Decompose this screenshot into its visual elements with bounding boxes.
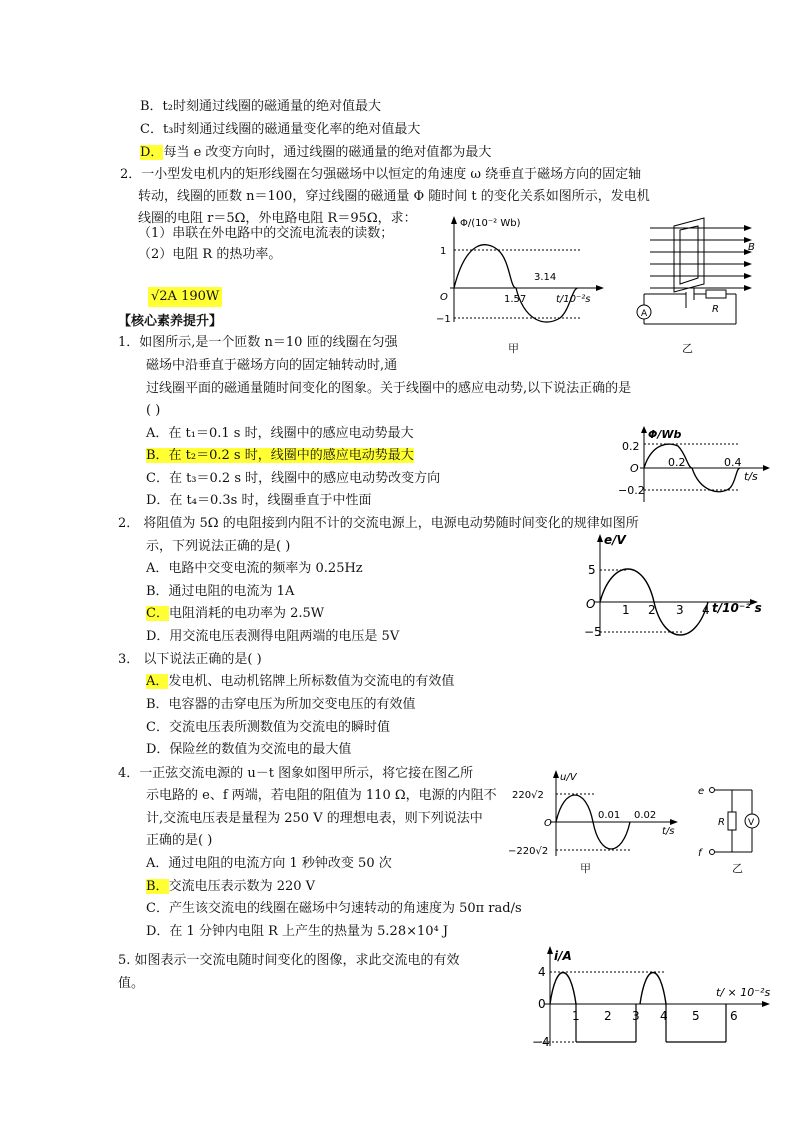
circuit-e-label: e xyxy=(698,786,705,797)
p5-graph-tick-1: 1 xyxy=(572,1009,580,1023)
p1-graph-xlabel: t/s xyxy=(744,470,758,483)
p2-option-c-text: 电阻消耗的电功率为 2.5W xyxy=(168,606,325,621)
p3-option-d: D．保险丝的数值为交流电的最大值 xyxy=(146,742,352,757)
p4-graph-x2: 0.02 xyxy=(634,810,657,821)
p2-graph-tick-4: 4 xyxy=(702,603,710,617)
q2-line-3: 线圈的电阻 r＝5Ω，外电路电阻 R＝95Ω，求： xyxy=(138,211,417,226)
fig2-r-label: R xyxy=(712,304,719,315)
p1-graph-x1: 0.2 xyxy=(668,456,686,469)
p4-circuit xyxy=(692,782,772,862)
fig2-b-label: B xyxy=(748,242,755,253)
q2-answer: √2A 190W xyxy=(148,287,222,307)
p4-line-2: 示电路的 e、f 两端，若电阻的阻值为 110 Ω，电源的内阻不 xyxy=(146,788,497,803)
p4-line-4: 正确的是( ) xyxy=(146,833,213,848)
p5-graph-ylabel: i/A xyxy=(554,949,572,963)
p2-graph-origin: O xyxy=(586,597,596,611)
p3-option-a xyxy=(146,673,454,691)
option-c: C．t₃时刻通过线圈的磁通量变化率的绝对值最大 xyxy=(140,122,421,137)
p2-option-d: D．用交流电压表测得电阻两端的电压是 5V xyxy=(146,629,400,644)
p2-line-2: 示，下列说法正确的是( ) xyxy=(146,539,291,554)
circuit-voltmeter-label: V xyxy=(748,818,755,828)
q2-flux-graph xyxy=(420,210,620,340)
q2-graph-x1: 1.57 xyxy=(504,294,527,305)
p1-line-3: 过线圈平面的磁通量随时间变化的图象。关于线圈中的感应电动势,以下说法正确的是 xyxy=(146,381,632,396)
p4-option-b xyxy=(146,878,315,896)
p3-option-a-text: 发电机、电动机铭牌上所标数值为交流电的有效值 xyxy=(168,674,455,689)
p1-option-b-text: B．在 t₂＝0.2 s 时，线圈中的感应电动势最大 xyxy=(146,448,414,463)
p4-line-3: 计,交流电压表是量程为 250 V 的理想电表，则下列说法中 xyxy=(146,811,483,826)
p3-line-1: 3． 以下说法正确的是( ) xyxy=(118,652,262,667)
p4-line-1: 4．一正弦交流电源的 u－t 图象如图甲所示，将它接在图乙所 xyxy=(118,766,474,781)
p4-circuit-caption: 乙 xyxy=(732,862,743,875)
p2-graph-tick-1: 1 xyxy=(622,603,630,617)
q2-line-1: 2．一小型发电机内的矩形线圈在匀强磁场中以恒定的角速度 ω 绕垂直于磁场方向的固定轴 xyxy=(120,167,642,182)
q2-graph-x2: 3.14 xyxy=(534,272,557,283)
p1-graph-ypos: 0.2 xyxy=(622,440,640,453)
p2-graph-yneg: −5 xyxy=(584,625,602,639)
p1-graph-ylabel: Φ/Wb xyxy=(648,428,682,441)
p4-option-c: C．产生该交流电的线圈在磁场中匀速转动的角速度为 50π rad/s xyxy=(146,901,522,916)
p2-graph-ylabel: e/V xyxy=(604,533,626,547)
option-d-letter: D． xyxy=(140,145,164,160)
p4-option-d: D．在 1 分钟内电阻 R 上产生的热量为 5.28×10⁴ J xyxy=(146,924,449,939)
p3-option-b: B．电容器的击穿电压为所加交变电压的有效值 xyxy=(146,697,416,712)
circuit-r-label: R xyxy=(718,817,725,828)
p4-graph-ypos: 220√2 xyxy=(512,790,544,801)
option-d-text: 每当 e 改变方向时，通过线圈的磁通量的绝对值都为最大 xyxy=(163,145,492,160)
p1-graph-x2: 0.4 xyxy=(724,456,742,469)
q2-graph-caption: 甲 xyxy=(508,342,519,355)
p5-graph-tick-4: 4 xyxy=(660,1009,668,1023)
q2-graph-ylabel: Φ/(10⁻² Wb) xyxy=(460,218,521,229)
p1-line-2: 磁场中沿垂直于磁场方向的固定轴转动时,通 xyxy=(146,358,398,373)
p4-option-b-text: 交流电压表示数为 220 V xyxy=(168,879,316,894)
p2-option-a: A．电路中交变电流的频率为 0.25Hz xyxy=(146,561,363,576)
p2-option-c-letter: C． xyxy=(146,606,169,621)
p5-graph-xlabel: t/ × 10⁻²s xyxy=(716,986,771,999)
q2-graph-origin: O xyxy=(440,292,448,303)
p2-graph-tick-2: 2 xyxy=(648,603,656,617)
p1-option-c: C．在 t₃＝0.2 s 时，线圈中的感应电动势改变方向 xyxy=(146,471,441,486)
option-b: B．t₂时刻通过线圈的磁通量的绝对值最大 xyxy=(140,99,381,114)
circuit-f-label: f xyxy=(698,848,702,859)
p4-graph-xlabel: t/s xyxy=(662,826,675,837)
p3-option-a-letter: A． xyxy=(146,674,169,689)
fig2-ammeter-label: A xyxy=(641,309,648,319)
option-d xyxy=(140,144,491,162)
p5-current-graph xyxy=(530,946,780,1050)
p2-option-c xyxy=(146,605,324,623)
p4-option-b-letter: B． xyxy=(146,879,169,894)
p5-graph-tick-2: 2 xyxy=(604,1009,612,1023)
p5-line-1: 5. 如图表示一交流电随时间变化的图像，求此交流电的有效 xyxy=(118,953,460,968)
p4-graph-origin: O xyxy=(544,818,552,829)
p1-flux-graph xyxy=(612,426,782,506)
p5-graph-ypos: 4 xyxy=(538,965,546,979)
q2-graph-ypos: 1 xyxy=(440,246,447,257)
p4-graph-caption: 甲 xyxy=(580,862,591,875)
p3-option-c: C．交流电压表所测数值为交流电的瞬时值 xyxy=(146,720,390,735)
p4-option-a: A．通过电阻的电流方向 1 秒钟改变 50 次 xyxy=(146,856,392,871)
p5-line-2: 值。 xyxy=(118,976,145,991)
p2-emf-graph xyxy=(584,532,774,642)
q2-graph-yneg: −1 xyxy=(436,314,451,325)
q2-line-2: 转动，线圈的匝数 n＝100，穿过线圈的磁通量 Φ 随时间 t 的变化关系如图所示，发电机 xyxy=(138,189,650,204)
p5-graph-yneg: −4 xyxy=(532,1035,550,1049)
p1-option-b xyxy=(146,447,414,465)
p5-graph-zero: 0 xyxy=(538,997,546,1011)
p2-graph-xlabel: t/10⁻² s xyxy=(712,601,762,615)
p4-graph-yneg: −220√2 xyxy=(508,846,549,857)
p4-graph-x1: 0.01 xyxy=(598,810,621,821)
p1-graph-origin: O xyxy=(630,462,639,475)
p2-graph-ypos: 5 xyxy=(588,563,596,577)
p5-graph-tick-3: 3 xyxy=(632,1009,640,1023)
q2-line-5: （2）电阻 R 的热功率。 xyxy=(138,247,282,262)
p1-line-4: ( ) xyxy=(146,403,161,418)
p1-option-a: A．在 t₁＝0.1 s 时，线圈中的感应电动势最大 xyxy=(146,426,414,441)
p5-graph-tick-5: 5 xyxy=(692,1009,700,1023)
p2-line-1: 2． 将阻值为 5Ω 的电阻接到内阻不计的交流电源上，电源电动势随时间变化的规律如图所 xyxy=(118,516,639,531)
section-title: 【核心素养提升】 xyxy=(118,314,223,329)
p1-option-d: D．在 t₄＝0.3s 时，线圈垂直于中性面 xyxy=(146,493,372,508)
p5-graph-tick-6: 6 xyxy=(730,1009,738,1023)
p2-option-b: B．通过电阻的电流为 1A xyxy=(146,584,295,599)
q2-generator-figure xyxy=(636,212,766,342)
p4-graph-ylabel: u/V xyxy=(560,772,577,783)
p4-voltage-graph xyxy=(506,770,686,860)
p1-graph-yneg: −0.2 xyxy=(618,484,645,497)
q2-line-4: （1）串联在外电路中的交流电流表的读数； xyxy=(138,226,394,241)
q2-graph-xlabel: t/10⁻²s xyxy=(556,294,591,305)
p2-graph-tick-3: 3 xyxy=(676,603,684,617)
p1-line-1: 1．如图所示,是一个匝数 n＝10 匝的线圈在匀强 xyxy=(118,335,398,350)
fig2-caption: 乙 xyxy=(682,342,693,355)
